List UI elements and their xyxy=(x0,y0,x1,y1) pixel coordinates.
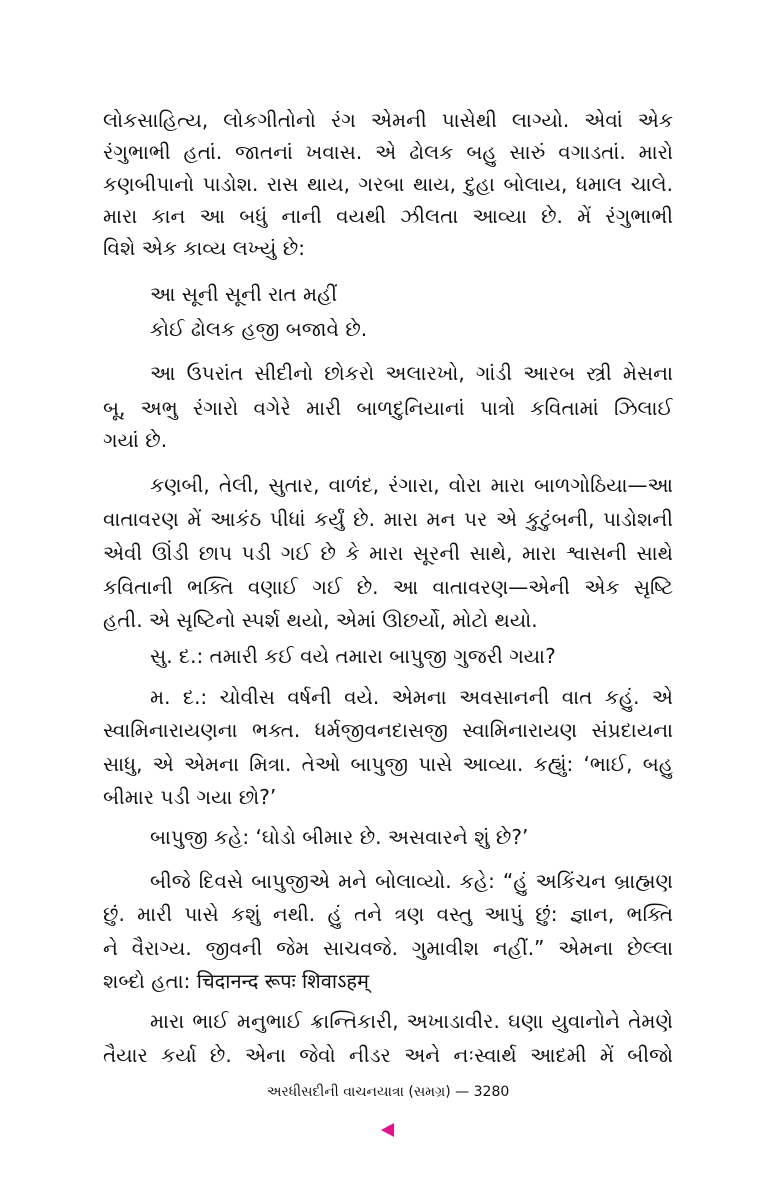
triangle-left-icon[interactable] xyxy=(381,1123,394,1137)
text-line: કણબી, તેલી, સુતાર, વાળંદ, રંગારા, વોરા મારા બાળગોઠિયા—આ xyxy=(150,473,673,497)
text-line: એવી ઊંડી છાપ પડી ગઈ છે કે મારા સૂરની સાથે, મારા શ્વાસની સાથે xyxy=(103,541,673,565)
text-line xyxy=(103,966,673,996)
text-line: લોકસાહિત્ય, લોકગીતોનો રંગ એમની પાસેથી લાગ્યો. એવાં એક xyxy=(103,108,673,132)
poem-line: કોઈ ઢોલક હજી બજાવે છે. xyxy=(150,317,368,341)
quote-lead: શબ્દો હતા: xyxy=(103,969,191,993)
text-line: સાધુ, એ એમના મિત્રા. તેઓ બાપુજી પાસે આવ્યા. કહ્યું: ‘ભાઈ, બહુ xyxy=(103,752,673,776)
text-line: સ્વામિનારાયણના ભક્ત. ધર્મજીવનદાસજી સ્વામિનારાયણ સંપ્રદાયના xyxy=(103,718,673,742)
text-line: રંગુભાભી હતાં. જાતનાં ખવાસ. એ ઢોલક બહુ સારું વગાડતાં. મારો xyxy=(103,140,673,164)
text-line: બીજે દિવસે બાપુજીએ મને બોલાવ્યો. કહે: “હું અકિંચન બ્રાહ્મણ xyxy=(150,869,673,893)
text-line: તૈયાર કર્યા છે. એના જેવો નીડર અને નઃસ્વાર્થ આદમી મેં બીજો xyxy=(103,1043,673,1067)
dialogue-line: મ. દ.: ચોવીસ વર્ષની વયે. એમના અવસાનની વાત કહું. એ xyxy=(150,685,673,709)
sanskrit-quote: चिदानन्द रूपः शिवाऽहम् xyxy=(196,969,370,993)
text-line: હતી. એ સૃષ્ટિનો સ્પર્શ થયો, એમાં ઊછર્યો, મોટો થયો. xyxy=(103,608,538,632)
page-footer: અરધીસદીની વાચનયાત્રા (સમગ્ર) — 3280 xyxy=(266,1084,510,1100)
text-line: કણબીપાનો પાડોશ. રાસ થાય, ગરબા થાય, દુહા બોલાય, ધમાલ ચાલે. xyxy=(103,172,673,196)
text-line: ને વૈરાગ્ય. જીવની જેમ સાચવજે. ગુમાવીશ નહીં.” એમના છેલ્લા xyxy=(103,936,673,960)
text-line: વાતાવરણ મેં આકંઠ પીધાં કર્યું છે. મારા મન પર એ કુટુંબની, પાડોશની xyxy=(103,507,673,531)
text-line: બૂ, અભુ રંગારો વગેરે મારી બાળદુનિયાનાં પાત્રો કવિતામાં ઝિલાઈ xyxy=(103,396,673,420)
text-line: ગયાં છે. xyxy=(103,428,168,452)
poem-line: આ સૂની સૂની રાત મહીં xyxy=(150,282,338,306)
text-line: છું. મારી પાસે કશું નથી. હું તને ત્રણ વસ્તુ આપું છું: જ્ઞાન, ભક્તિ xyxy=(103,902,673,926)
text-line: આ ઉપરાંત સીદીનો છોકરો અલારખો, ગાંડી આરબ સ્ત્રી મેસના xyxy=(150,361,673,385)
text-line: કવિતાની ભક્તિ વણાઈ ગઈ છે. આ વાતાવરણ—એની એક સૃષ્ટિ xyxy=(103,575,673,599)
dialogue-line: બાપુજી કહે: ‘ઘોડો બીમાર છે. અસવારને શું છે?’ xyxy=(150,825,529,849)
text-line: મારા ભાઈ મનુભાઈ ક્રાન્તિકારી, અખાડાવીર. ઘણા યુવાનોને તેમણે xyxy=(150,1009,673,1033)
text-line: મારા કાન આ બધું નાની વયથી ઝીલતા આવ્યા છે. મેં રંગુભાભી xyxy=(103,204,673,228)
text-line: વિશે એક કાવ્ય લખ્યું છે: xyxy=(103,236,305,260)
dialogue-line: સુ. દ.: તમારી કઈ વયે તમારા બાપુજી ગુજરી ગયા? xyxy=(150,644,556,668)
text-line: બીમાર પડી ગયા છો?’ xyxy=(103,785,277,809)
